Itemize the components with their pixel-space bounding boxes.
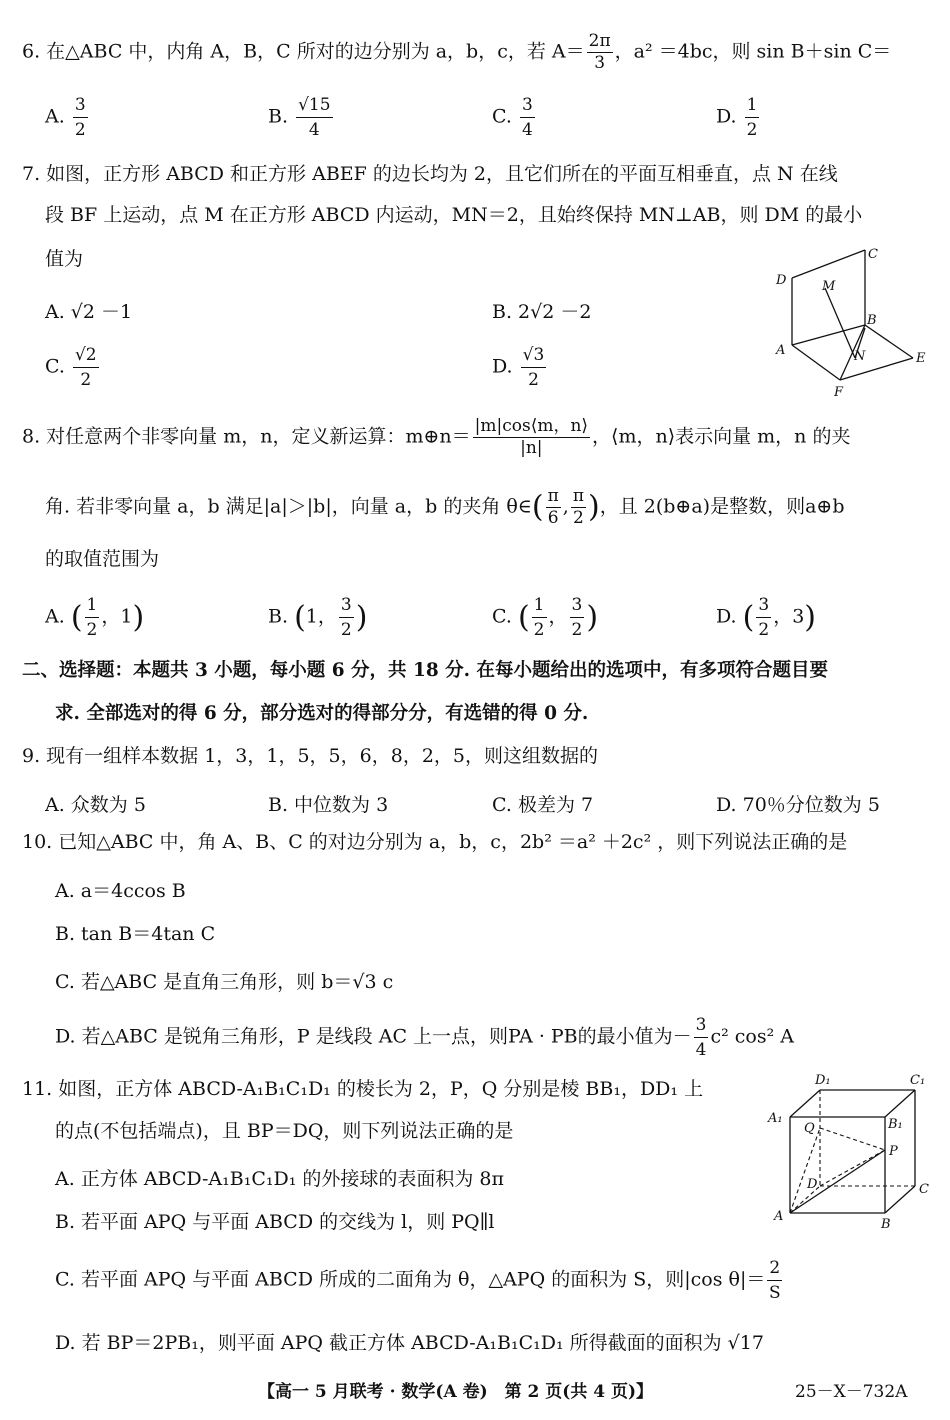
q11-line1: 11. 如图，正方体 ABCD-A₁B₁C₁D₁ 的棱长为 2，P，Q 分别是棱 BB₁，DD₁ 上 bbox=[22, 1078, 704, 1100]
q10-option-d[interactable]: D. 若△ABC 是锐角三角形，P 是线段 AC 上一点，则PA · PB的最小值为－ $\frac{3}{4}$ c² cos² A bbox=[55, 1015, 794, 1060]
q9-option-d[interactable]: D. 70％分位数为 5 bbox=[716, 794, 880, 816]
q11-line2: 的点(不包括端点)，且 BP＝DQ，则下列说法正确的是 bbox=[55, 1120, 514, 1142]
label-b: B bbox=[867, 313, 877, 328]
label-a1: A₁ bbox=[768, 1111, 783, 1126]
q6-option-b[interactable]: B. $\frac{√15}{4}$ bbox=[268, 95, 331, 140]
label-p: P bbox=[889, 1144, 898, 1159]
q10-option-c[interactable]: C. 若△ABC 是直角三角形，则 b＝√3 c bbox=[55, 971, 394, 993]
section2-line1: 二、选择题：本题共 3 小题，每小题 6 分，共 18 分. 在每小题给出的选项中，有多项符合题目要 bbox=[22, 660, 829, 681]
q8-stem: 8. 对任意两个非零向量 m，n，定义新运算：m⊕n＝ $\frac{|m|\cos⟨m,n⟩}{|n|}$ ，⟨m，n⟩表示向量 m，n 的夹 bbox=[22, 416, 851, 458]
q9-option-c[interactable]: C. 极差为 7 bbox=[492, 794, 594, 816]
q6-option-d[interactable]: D. $\frac{1}{2}$ bbox=[716, 95, 758, 140]
edge-dc bbox=[792, 250, 865, 278]
section2-line2: 求. 全部选对的得 6 分，部分选对的得部分分，有选错的得 0 分. bbox=[55, 703, 589, 724]
q7-option-a[interactable]: A. √2 －1 bbox=[45, 301, 133, 323]
label-n: N bbox=[854, 349, 866, 364]
q8-line2: 角. 若非零向量 a，b 满足|a|＞|b|，向量 a，b 的夹角 θ∈( $\frac{\pi}{6}$ , $\frac{\pi}{2}$ )，且 2(b⊕a)是整数，则a⊕b bbox=[45, 486, 845, 528]
q10-option-a[interactable]: A. a＝4ccos B bbox=[55, 880, 186, 902]
q9-option-a[interactable]: A. 众数为 5 bbox=[45, 794, 146, 816]
q7-option-b[interactable]: B. 2√2 －2 bbox=[492, 301, 592, 323]
q7-line2: 段 BF 上运动，点 M 在正方形 ABCD 内运动，MN＝2，且始终保持 MN⊥AB，则 DM 的最小 bbox=[45, 204, 863, 226]
edge-fe bbox=[840, 358, 913, 380]
edge-af bbox=[792, 345, 840, 380]
label-c1: C₁ bbox=[910, 1073, 926, 1088]
q10-option-b[interactable]: B. tan B＝4tan C bbox=[55, 923, 216, 945]
q11-option-b[interactable]: B. 若平面 APQ 与平面 ABCD 的交线为 l，则 PQ∥l bbox=[55, 1211, 495, 1233]
edge-be bbox=[865, 325, 913, 358]
segment-mn bbox=[825, 288, 855, 358]
q6-stem: 6. 在△ABC 中，内角 A，B，C 所对的边分别为 a，b，c，若 A＝ $\frac{2\pi}{3}$ ，a² ＝4bc，则 sin B＋sin C＝ bbox=[22, 31, 892, 73]
q7-option-d[interactable]: D. $\frac{√3}{2}$ bbox=[492, 345, 545, 390]
footer-code: 25－X－732A bbox=[795, 1382, 908, 1402]
segment-aq bbox=[790, 1128, 820, 1213]
label-b: B bbox=[881, 1217, 891, 1232]
q7-line3: 值为 bbox=[45, 248, 84, 270]
label-d: D bbox=[776, 273, 787, 288]
q8-option-d[interactable]: D. ( $\frac{3}{2}$ ，3) bbox=[716, 595, 817, 640]
label-f: F bbox=[834, 385, 844, 400]
segment-qp bbox=[820, 1128, 885, 1150]
q7-figure bbox=[770, 240, 940, 400]
segment-ap bbox=[790, 1150, 885, 1213]
q8-option-c[interactable]: C. ( $\frac{1}{2}$ ， $\frac{3}{2}$ ) bbox=[492, 595, 599, 640]
q9-option-b[interactable]: B. 中位数为 3 bbox=[268, 794, 389, 816]
label-d1: D₁ bbox=[815, 1073, 831, 1088]
q10-stem: 10. 已知△ABC 中，角 A、B、C 的对边分别为 a，b，c，2b² ＝a² ＋2c² ，则下列说法正确的是 bbox=[22, 831, 848, 853]
q11-figure bbox=[760, 1070, 945, 1235]
label-b1: B₁ bbox=[888, 1117, 903, 1132]
label-a: A bbox=[776, 343, 786, 358]
q11-option-c[interactable]: C. 若平面 APQ 与平面 ABCD 所成的二面角为 θ，△APQ 的面积为 S，则|cos θ|＝ $\frac{2}{S}$ bbox=[55, 1258, 781, 1303]
label-d: D bbox=[807, 1177, 818, 1192]
q11-option-a[interactable]: A. 正方体 ABCD-A₁B₁C₁D₁ 的外接球的表面积为 8π bbox=[55, 1168, 504, 1190]
label-q: Q bbox=[804, 1121, 815, 1136]
q6-option-a[interactable]: A. $\frac{3}{2}$ bbox=[45, 95, 86, 140]
label-c: C bbox=[919, 1182, 929, 1197]
q7-option-c[interactable]: C. $\frac{√2}{2}$ bbox=[45, 345, 97, 390]
q11-option-d[interactable]: D. 若 BP＝2PB₁，则平面 APQ 截正方体 ABCD-A₁B₁C₁D₁ 所得截面的面积为 √17 bbox=[55, 1332, 764, 1354]
q9-stem: 9. 现有一组样本数据 1，3，1，5，5，6，8，2，5，则这组数据的 bbox=[22, 745, 599, 767]
label-m: M bbox=[822, 279, 836, 294]
label-a: A bbox=[774, 1209, 784, 1224]
q7-line1: 7. 如图，正方形 ABCD 和正方形 ABEF 的边长均为 2，且它们所在的平面互相垂直，点 N 在线 bbox=[22, 163, 838, 185]
label-c: C bbox=[868, 247, 878, 262]
q8-line3: 的取值范围为 bbox=[45, 548, 160, 570]
q8-option-a[interactable]: A. ( $\frac{1}{2}$ ，1) bbox=[45, 595, 145, 640]
edge-ab bbox=[792, 325, 865, 345]
label-e: E bbox=[916, 351, 926, 366]
footer-title: 【高一 5 月联考 · 数学(A 卷) 第 2 页(共 4 页)】 bbox=[258, 1382, 654, 1402]
q6-option-c[interactable]: C. $\frac{3}{4}$ bbox=[492, 95, 533, 140]
q8-option-b[interactable]: B. (1， $\frac{3}{2}$ ) bbox=[268, 595, 368, 640]
